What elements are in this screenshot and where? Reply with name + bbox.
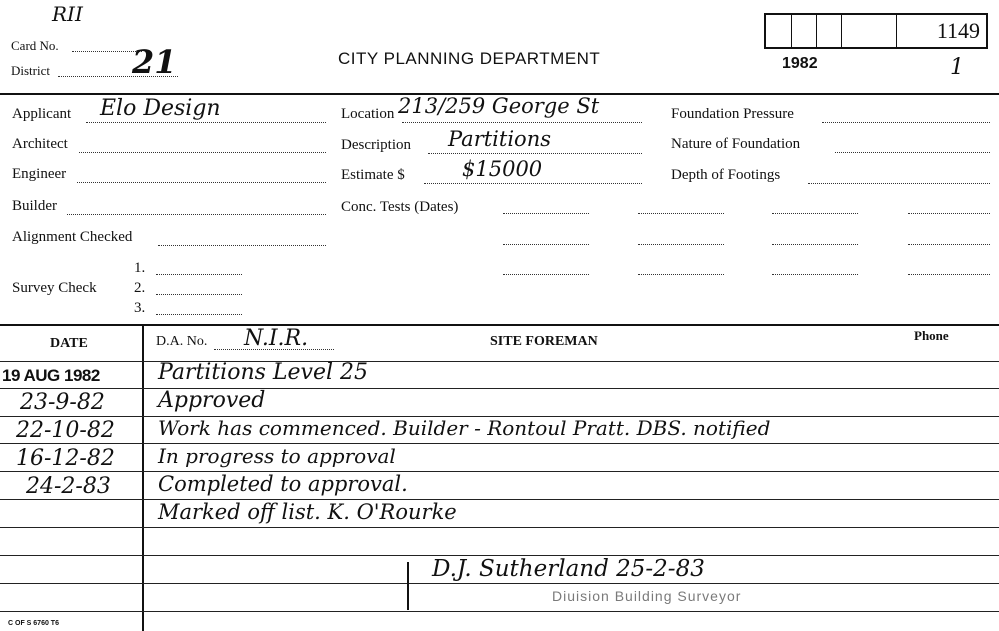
- card-no-label: Card No.: [11, 38, 59, 53]
- log-text: Approved: [158, 388, 266, 413]
- log-text: In progress to approval: [158, 444, 396, 468]
- log-text: Marked off list. K. O'Rourke: [158, 500, 457, 524]
- applicant-value: Elo Design: [100, 96, 221, 121]
- log-text: Completed to approval.: [158, 472, 408, 496]
- log-date: 23-9-82: [20, 390, 105, 415]
- signature: D.J. Sutherland 25-2-83: [432, 556, 705, 582]
- log-date: 22-10-82: [16, 418, 115, 443]
- stamp-text: Diuision Building Surveyor: [552, 588, 742, 604]
- estimate-value: $15000: [462, 157, 543, 181]
- survey-num-2: 2.: [134, 280, 146, 296]
- log-date: 19 AUG 1982: [2, 366, 100, 385]
- date-column-divider: [142, 326, 144, 631]
- survey-num-1: 1.: [134, 260, 146, 276]
- depth-footings-label: Depth of Footings: [671, 167, 781, 183]
- survey-num-3: 3.: [134, 300, 146, 316]
- card-ref-note: RII: [52, 2, 83, 26]
- phone-header: Phone: [914, 328, 949, 343]
- architect-label: Architect: [12, 136, 68, 152]
- log-date: 24-2-83: [26, 474, 111, 499]
- location-label: Location: [341, 106, 395, 122]
- card-number-box: [764, 13, 988, 49]
- district-value: 21: [132, 43, 177, 81]
- log-text: Partitions Level 25: [158, 360, 368, 385]
- site-foreman-header: SITE FOREMAN: [490, 334, 598, 349]
- survey-label: Survey Check: [12, 280, 97, 296]
- foundation-pressure-label: Foundation Pressure: [671, 106, 794, 122]
- date-header: DATE: [50, 336, 88, 351]
- department-title: CITY PLANNING DEPARTMENT: [338, 49, 601, 68]
- builder-label: Builder: [12, 198, 57, 214]
- description-value: Partitions: [448, 127, 552, 151]
- nature-foundation-label: Nature of Foundation: [671, 136, 801, 152]
- description-label: Description: [341, 137, 411, 153]
- district-label: District: [11, 63, 50, 78]
- footer-code: C OF S 6760 T6: [8, 620, 59, 627]
- applicant-label: Applicant: [12, 106, 72, 122]
- log-text: Work has commenced. Builder - Rontoul Pratt. DBS. notified: [158, 416, 771, 440]
- da-label: D.A. No.: [156, 334, 208, 349]
- conc-tests-label: Conc. Tests (Dates): [341, 199, 459, 215]
- engineer-label: Engineer: [12, 166, 67, 182]
- location-value: 213/259 George St: [398, 94, 600, 118]
- estimate-label: Estimate $: [341, 167, 405, 183]
- card-year: 1982: [782, 55, 818, 72]
- log-date: 16-12-82: [16, 446, 115, 471]
- stamp-bracket: [407, 562, 409, 610]
- card-number: 1149: [936, 18, 980, 43]
- log-top-border: [0, 324, 999, 326]
- da-value: N.I.R.: [244, 326, 309, 351]
- page-mark: 1: [950, 55, 964, 80]
- alignment-label: Alignment Checked: [12, 229, 133, 245]
